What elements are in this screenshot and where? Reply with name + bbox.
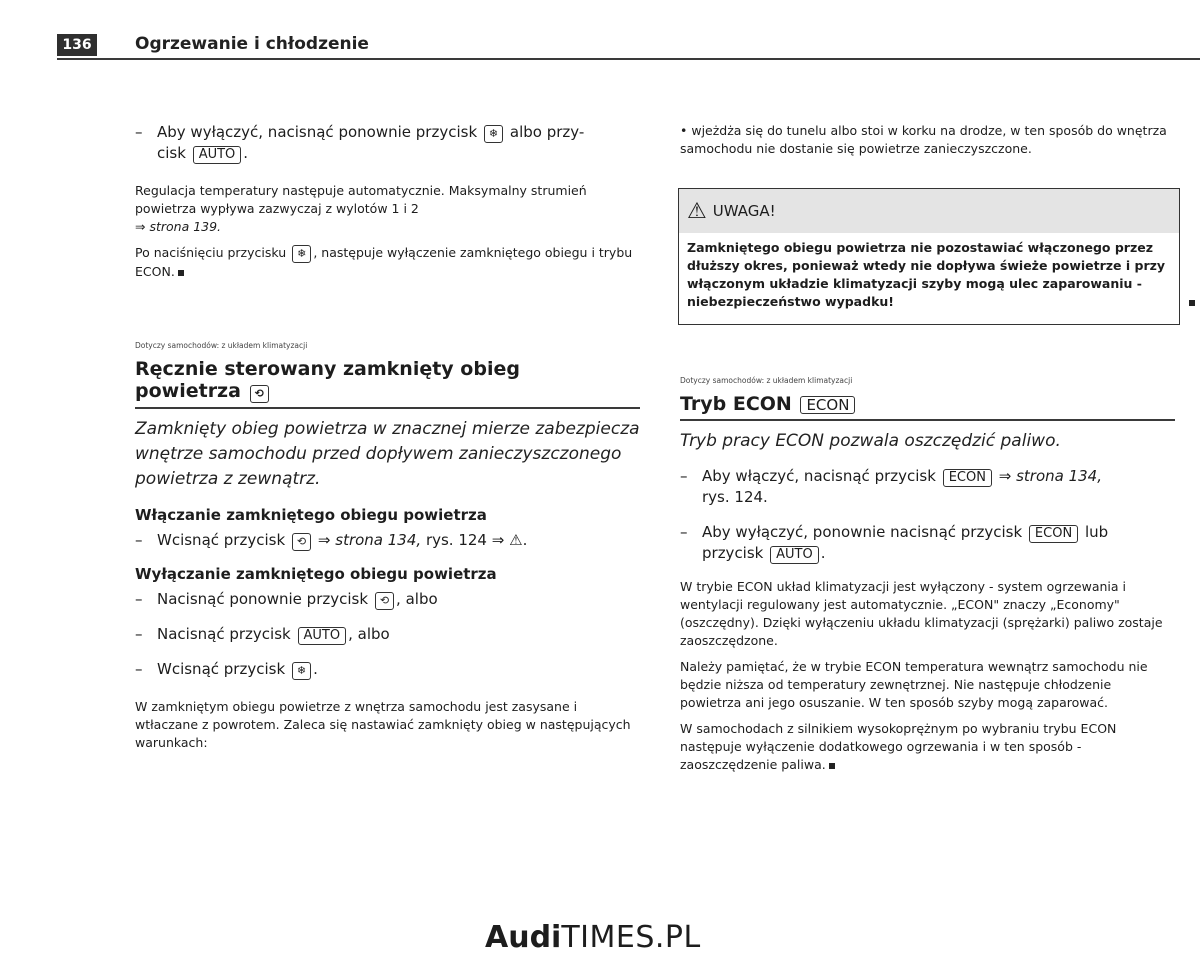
section-lead: Zamknięty obieg powietrza w znacznej mierze zabezpiecza wnętrze samochodu przed dopływem zanieczyszczonego powietrza z zewnątrz. bbox=[135, 418, 640, 489]
end-mark bbox=[829, 763, 835, 769]
warning-icon: ⚠ bbox=[509, 530, 523, 549]
warning-icon: ⚠ bbox=[687, 198, 707, 224]
section-eyebrow: Dotyczy samochodów: z układem klimatyzacji bbox=[680, 376, 853, 385]
recirculation-max-icon: ❄ bbox=[292, 662, 311, 680]
page-number: 136 bbox=[57, 34, 97, 56]
header-rule bbox=[57, 58, 1200, 60]
section-eyebrow: Dotyczy samochodów: z układem klimatyzacji bbox=[135, 341, 308, 350]
paragraph: Należy pamiętać, że w trybie ECON temperatura wewnątrz samochodu nie będzie niższa od temperatury zewnętrznej. Nie następuje chłodzenie powietrza ani jego osuszanie. W ten sposób szyby mogą zaparować. bbox=[680, 658, 1148, 710]
chapter-title: Ogrzewanie i chłodzenie bbox=[135, 34, 369, 54]
econ-key-label: ECON bbox=[1029, 525, 1078, 543]
recirculation-max-icon: ❄ bbox=[484, 125, 503, 143]
warning-title: UWAGA! bbox=[712, 202, 776, 220]
paragraph: W samochodach z silnikiem wysokoprężnym po wybraniu trybu ECON następuje wyłączenie dodatkowego ogrzewania i w ten sposób - zaoszczędzenie paliwa. bbox=[680, 720, 1117, 772]
recirculation-icon: ⟲ bbox=[250, 385, 269, 403]
section-rule bbox=[135, 407, 640, 409]
list-item: – Nacisnąć ponownie przycisk ⟲ , albo bbox=[135, 589, 438, 608]
recirculation-icon: ⟲ bbox=[292, 533, 311, 551]
right-column bbox=[680, 122, 1175, 166]
item-text: Aby wyłączyć, nacisnąć ponownie przycisk bbox=[157, 123, 478, 141]
paragraph: W trybie ECON układ klimatyzacji jest wyłączony - system ogrzewania i wentylacji regulowany jest automatycznie. „ECON" znaczy „Economy" (oszczędny). Dzięki wyłączeniu układu klimatyzacji (sprężarki) paliwo zostaje zaoszczędzone. bbox=[680, 578, 1163, 648]
auto-key-label: AUTO bbox=[298, 627, 347, 645]
section-lead: Tryb pracy ECON pozwala oszczędzić paliwo. bbox=[680, 430, 1061, 451]
section-title: Ręcznie sterowany zamknięty obieg powietrza ⟲ bbox=[135, 358, 520, 402]
paragraph: Po naciśnięciu przycisku ❄ , następuje wyłączenie zamkniętego obiegu i trybu ECON. bbox=[135, 245, 633, 279]
econ-key-label: ECON bbox=[800, 396, 855, 414]
page-reference: ⇒ strona 139. bbox=[135, 219, 222, 234]
end-mark bbox=[1189, 300, 1195, 306]
site-logo: AudiTIMES.PL bbox=[485, 920, 701, 955]
item-text: cisk bbox=[157, 144, 186, 162]
item-text: albo przy- bbox=[509, 123, 585, 141]
section-rule bbox=[680, 419, 1175, 421]
list-item: – Aby włączyć, nacisnąć przycisk ECON ⇒ strona 134, rys. 124. bbox=[680, 466, 1102, 506]
list-item: – Aby wyłączyć, nacisnąć ponownie przycisk ❄ albo przy- cisk AUTO . bbox=[135, 123, 585, 162]
recirculation-icon: ⟲ bbox=[375, 592, 394, 610]
left-column bbox=[135, 122, 640, 760]
econ-key-label: ECON bbox=[943, 469, 992, 487]
auto-key-label: AUTO bbox=[770, 546, 819, 564]
warning-header bbox=[679, 189, 1179, 233]
list-item: – Wcisnąć przycisk ❄ . bbox=[135, 659, 318, 678]
subheading: Wyłączanie zamkniętego obiegu powietrza bbox=[135, 564, 497, 583]
list-item: – Nacisnąć przycisk AUTO , albo bbox=[135, 624, 390, 643]
warning-text: Zamkniętego obiegu powietrza nie pozostawiać włączonego przez dłuższy okres, ponieważ wtedy nie dopływa świeże powietrze i przy włączonym układzie klimatyzacji szyby mogą ulec zaparowaniu - niebezpieczeństwo wypadku! bbox=[687, 240, 1166, 309]
auto-key-label: AUTO bbox=[193, 146, 242, 164]
section-title: Tryb ECON ECON bbox=[680, 393, 1175, 415]
paragraph: W zamkniętym obiegu powietrze z wnętrza samochodu jest zasysane i wtłaczane z powrotem. Zaleca się nastawiać zamknięty obieg w następujących warunkach: bbox=[135, 698, 631, 750]
subheading: Włączanie zamkniętego obiegu powietrza bbox=[135, 505, 487, 524]
warning-box bbox=[678, 188, 1180, 325]
bullet-paragraph: • wjeżdża się do tunelu albo stoi w korku na drodze, w ten sposób do wnętrza samochodu nie dostanie się powietrze zanieczyszczone. bbox=[680, 123, 1167, 156]
list-item: – Wcisnąć przycisk ⟲ ⇒ strona 134, rys. 124 ⇒ ⚠. bbox=[135, 530, 528, 549]
paragraph: Regulacja temperatury następuje automatycznie. Maksymalny strumień powietrza wypływa zazwyczaj z wylotów 1 i 2 ⇒ strona 139. bbox=[135, 183, 587, 234]
bullet-icon: • bbox=[680, 123, 688, 138]
list-item: – Aby wyłączyć, ponownie nacisnąć przycisk ECON lub przycisk AUTO . bbox=[680, 522, 1109, 562]
end-mark bbox=[178, 270, 184, 276]
right-column-lower bbox=[680, 372, 1175, 782]
recirculation-max-icon: ❄ bbox=[292, 245, 311, 263]
